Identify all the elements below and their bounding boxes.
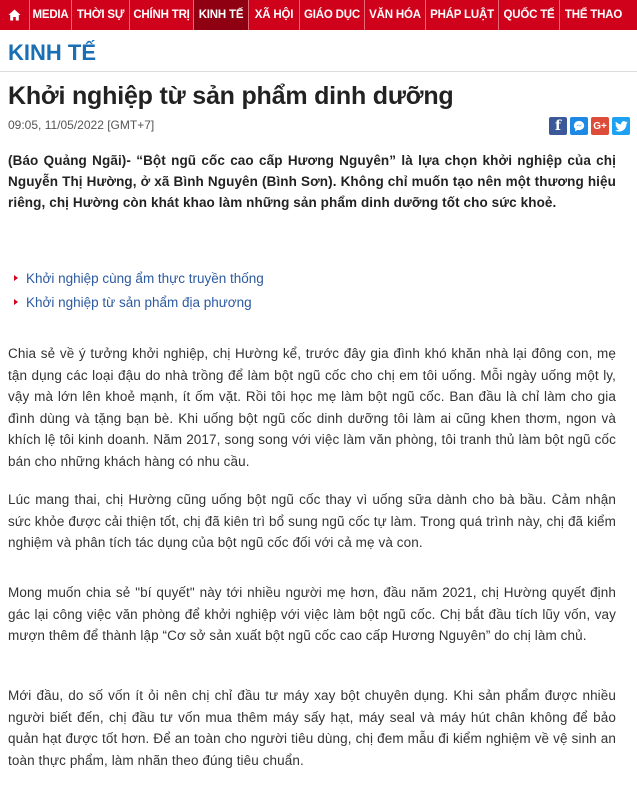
related-link[interactable]: Khởi nghiệp cùng ẩm thực truyền thống: [26, 270, 264, 286]
google-plus-share-button[interactable]: [591, 117, 609, 135]
article-timestamp: 09:05, 11/05/2022 [GMT+7]: [8, 118, 155, 132]
article-paragraph: Mới đầu, do số vốn ít ỏi nên chị chỉ đầu tư máy xay bột chuyên dụng. Khi sản phẩm được nhiều người biết đến, chị đầu tư vốn mua thêm máy sấy hạt, máy seal và máy hút chân không để bảo quản hạt được tốt hơn. Để an toàn cho người tiêu dùng, chị đem mẫu đi kiểm nghiệm về vệ sinh an toàn thực phẩm, làm nhãn theo đúng tiêu chuẩn.: [8, 688, 616, 768]
related-link-item: [14, 266, 614, 290]
related-link[interactable]: Khởi nghiệp từ sản phẩm địa phương: [26, 294, 252, 310]
article-meta: [8, 117, 630, 137]
nav-item-media[interactable]: MEDIA: [30, 0, 72, 30]
nav-item-chinh-tri[interactable]: CHÍNH TRỊ: [130, 0, 194, 30]
twitter-icon: [615, 121, 628, 132]
section-divider: [0, 71, 637, 72]
nav-item-kinh-te[interactable]: KINH TẾ: [194, 0, 249, 30]
top-navbar: [0, 0, 637, 30]
nav-item-xa-hoi[interactable]: XÃ HỘI: [249, 0, 300, 30]
nav-item-quoc-te[interactable]: QUỐC TẾ: [499, 0, 560, 30]
bullet-icon: [14, 275, 18, 281]
nav-item-the-thao[interactable]: THỂ THAO: [564, 9, 623, 21]
twitter-share-button[interactable]: [612, 117, 630, 135]
article-paragraph: Lúc mang thai, chị Hường cũng uống bột ngũ cốc thay vì uống sữa dành cho bà bầu. Cảm nhận sức khỏe được cải thiện tốt, chị đã kiên trì bổ sung ngũ cốc tự làm. Trong quá trình này, chị đã kiểm nghiệm và phân tích tác dụng của bột ngũ cốc đối với cả mẹ và con.: [8, 492, 616, 550]
home-button[interactable]: [0, 0, 30, 30]
related-links: [14, 266, 614, 314]
nav-item-thoi-su[interactable]: THỜI SỰ: [72, 0, 130, 30]
facebook-icon: f: [554, 118, 562, 134]
nav-item-van-hoa[interactable]: VĂN HÓA: [365, 0, 426, 30]
related-link-item: [14, 290, 614, 314]
article-title: Khởi nghiệp từ sản phẩm dinh dưỡng: [8, 82, 454, 110]
nav-item-giao-duc[interactable]: GIÁO DỤC: [300, 0, 365, 30]
section-title[interactable]: KINH TẾ: [8, 40, 96, 65]
article-paragraph: Mong muốn chia sẻ "bí quyết" này tới nhiều người mẹ hơn, đầu năm 2021, chị Hường quyết định gác lại công việc văn phòng để khởi nghiệp với việc làm bột ngũ cốc. Chị bắt đầu tích lũy vốn, vay mượn thêm để thành lập “Cơ sở sản xuất bột ngũ cốc cao cấp Hương Nguyên” do chị làm chủ.: [8, 585, 616, 643]
bullet-icon: [14, 299, 18, 305]
messenger-icon: [573, 120, 585, 132]
nav-item-phap-luat[interactable]: PHÁP LUẬT: [426, 0, 499, 30]
article-sapo: (Báo Quảng Ngãi)- “Bột ngũ cốc cao cấp Hương Nguyên” là lựa chọn khởi nghiệp của chị Nguyễn Thị Hường, ở xã Bình Nguyên (Bình Sơn). Không chỉ muốn tạo nên một thương hiệu riêng, chị Hường còn khát khao làm những sản phẩm dinh dưỡng tốt cho sức khoẻ.: [8, 153, 616, 210]
facebook-share-button[interactable]: [549, 117, 567, 135]
article-paragraph: Chia sẻ về ý tưởng khởi nghiệp, chị Hường kể, trước đây gia đình khó khăn nhà lại đông con, mẹ tận dụng các loại đậu do nhà trồng để làm bột ngũ cốc cho chị em tôi uống. Mỗi ngày uống một ly, vậy mà lớn lên khoẻ mạnh, ít ốm vặt. Rồi tôi học mẹ làm bột ngũ cốc. Ban đầu là chỉ làm cho gia đình dùng và tặng bạn bè. Khi uống bột ngũ cốc dinh dưỡng tôi làm ai cũng khen thơm, ngon và khích lệ tôi kinh doanh. Năm 2017, song song với việc làm văn phòng, tôi tranh thủ làm bột ngũ cốc bán cho những khách hàng có nhu cầu.: [8, 346, 616, 469]
google-plus-icon: G+: [593, 120, 607, 132]
messenger-share-button[interactable]: [570, 117, 588, 135]
share-buttons: [549, 117, 630, 135]
home-icon: [8, 9, 21, 21]
